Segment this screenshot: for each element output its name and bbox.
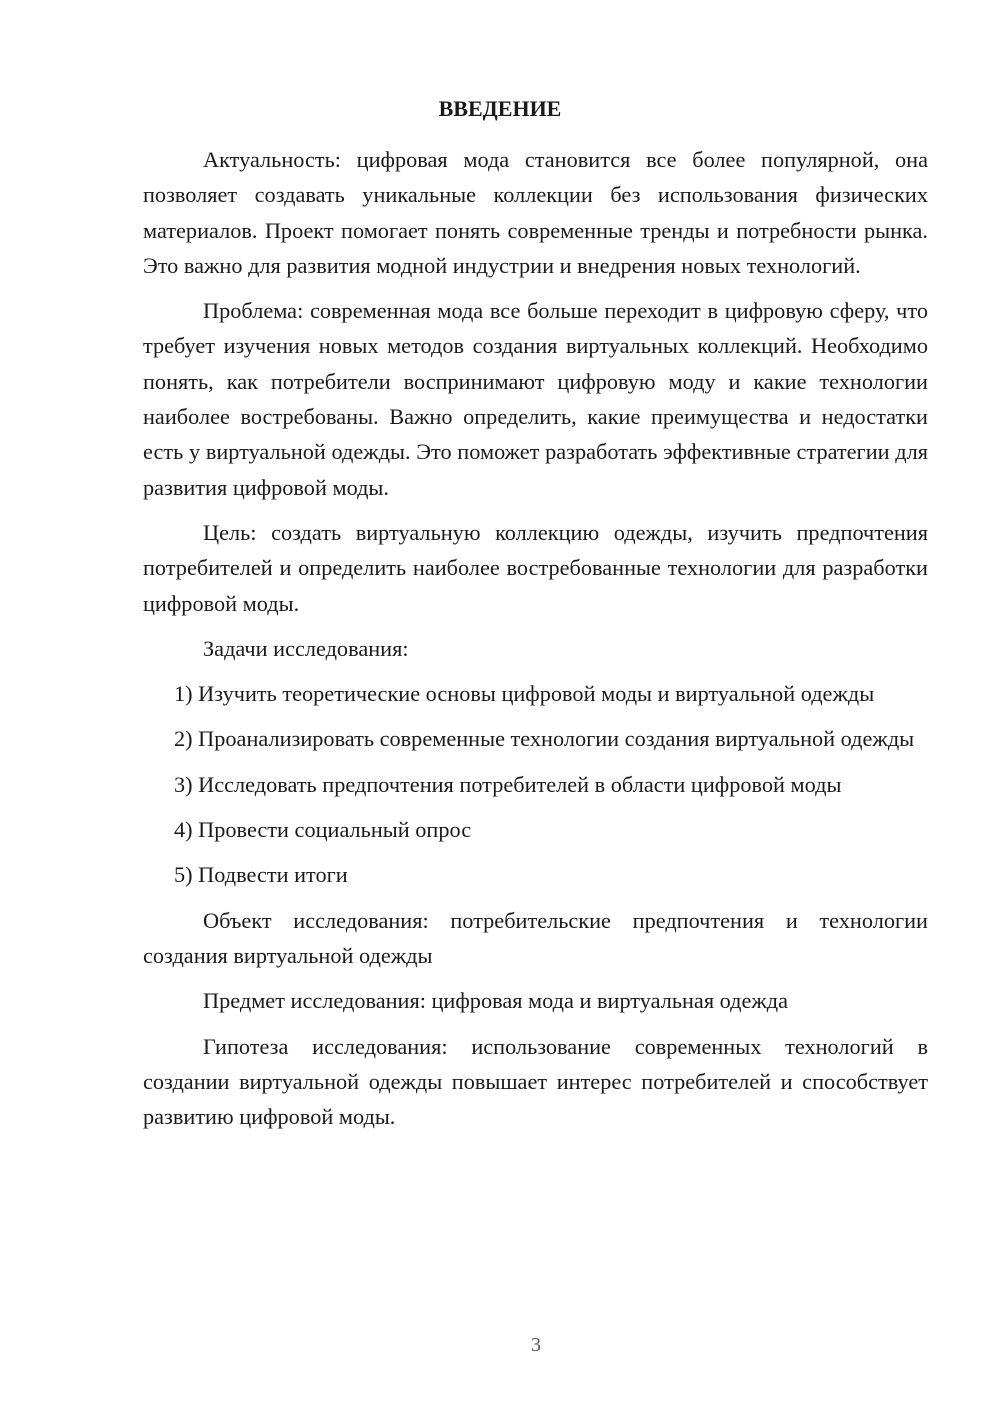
paragraph-problem: Проблема: современная мода все больше переходит в цифровую сферу, что требует изучения новых методов создания виртуальных коллекций. Необходимо понять, как потребители воспринимают цифровую моду и какие технологии наиболее востребованы. Важно определить, какие преимущества и недостатки есть у виртуальной одежды. Это поможет разработать эффективные стратегии для развития цифровой моды.	[143, 298, 928, 500]
task-item-2: 2) Проанализировать современные технологии создания виртуальной одежды	[174, 726, 915, 752]
paragraph-subject: Предмет исследования: цифровая мода и виртуальная одежда	[203, 988, 789, 1014]
task-item-5: 5) Подвести итоги	[174, 862, 348, 888]
paragraph-goal: Цель: создать виртуальную коллекцию одежды, изучить предпочтения потребителей и определить наиболее востребованные технологии для разработки цифровой моды.	[143, 519, 928, 616]
page-number: 3	[531, 1334, 541, 1356]
paragraph-tasks-heading: Задачи исследования:	[203, 635, 409, 661]
paragraph-object: Объект исследования: потребительские предпочтения и технологии создания виртуальной одежды	[143, 907, 928, 968]
task-item-1: 1) Изучить теоретические основы цифровой моды и виртуальной одежды	[174, 681, 875, 707]
paragraph-hypothesis: Гипотеза исследования: использование современных технологий в создании виртуальной одежды повышает интерес потребителей и способствует развитию цифровой моды.	[143, 1033, 928, 1130]
document-body	[143, 142, 928, 1144]
section-heading: ВВЕДЕНИЕ	[438, 96, 562, 121]
task-item-4: 4) Провести социальный опрос	[174, 817, 472, 843]
paragraph-relevance: Актуальность: цифровая мода становится все более популярной, она позволяет создавать уникальные коллекции без использования физических материалов. Проект помогает понять современные тренды и потребности рынка. Это важно для развития модной индустрии и внедрения новых технологий.	[143, 147, 928, 278]
task-item-3: 3) Исследовать предпочтения потребителей в области цифровой моды	[174, 771, 842, 797]
